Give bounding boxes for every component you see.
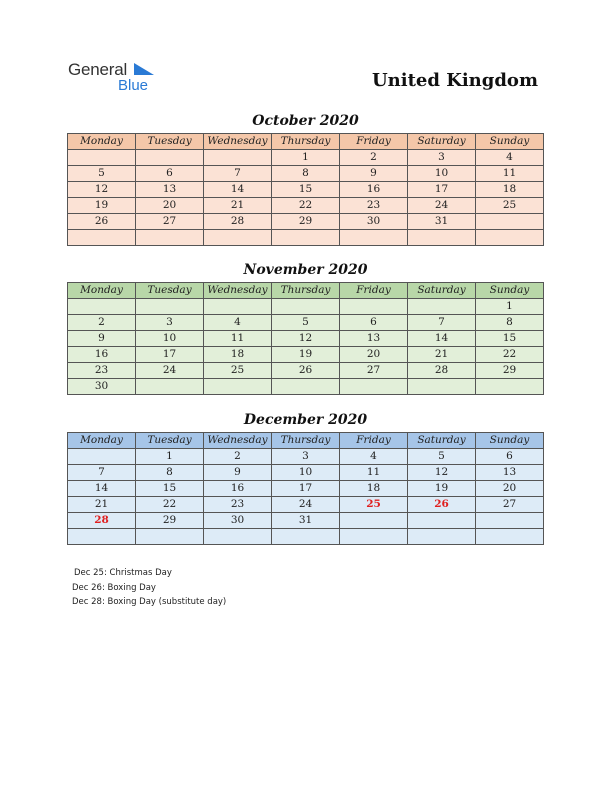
day-cell: 23: [204, 497, 272, 513]
day-cell: 8: [272, 166, 340, 182]
week-row: [68, 481, 544, 497]
week-row: [68, 198, 544, 214]
day-cell: 27: [136, 214, 204, 230]
day-cell: 18: [340, 481, 408, 497]
month-title-november: November 2020: [243, 262, 368, 278]
day-cell: 21: [68, 497, 136, 513]
day-cell: 24: [272, 497, 340, 513]
weekday-header-monday: Monday: [68, 433, 136, 449]
week-row: [68, 449, 544, 465]
day-cell: 13: [340, 331, 408, 347]
weekday-header-tuesday: Tuesday: [136, 134, 204, 150]
day-cell: [68, 299, 136, 315]
day-cell: 20: [476, 481, 544, 497]
week-row: [68, 513, 544, 529]
day-cell: 5: [68, 166, 136, 182]
day-cell: [136, 299, 204, 315]
day-cell: 20: [136, 198, 204, 214]
day-cell: [340, 299, 408, 315]
weekday-header-wednesday: Wednesday: [204, 283, 272, 299]
day-cell: 26: [68, 214, 136, 230]
week-row: [68, 363, 544, 379]
day-cell: 1: [272, 150, 340, 166]
day-cell: 10: [408, 166, 476, 182]
day-cell: 16: [204, 481, 272, 497]
weekday-header-tuesday: Tuesday: [136, 433, 204, 449]
week-row: [68, 315, 544, 331]
day-cell: 24: [408, 198, 476, 214]
day-cell: [408, 513, 476, 529]
day-cell: 23: [340, 198, 408, 214]
day-cell: 11: [340, 465, 408, 481]
day-cell: 14: [204, 182, 272, 198]
weekday-header-saturday: Saturday: [408, 433, 476, 449]
day-cell: [136, 230, 204, 246]
day-cell: [136, 150, 204, 166]
day-cell: 17: [408, 182, 476, 198]
week-row: [68, 497, 544, 513]
day-cell: [408, 529, 476, 545]
day-cell: [340, 230, 408, 246]
day-cell: [204, 379, 272, 395]
day-cell: 27: [340, 363, 408, 379]
day-cell: 15: [476, 331, 544, 347]
day-cell: [68, 150, 136, 166]
day-cell: 4: [204, 315, 272, 331]
day-cell: 21: [408, 347, 476, 363]
day-cell: 2: [340, 150, 408, 166]
day-cell: [272, 529, 340, 545]
day-cell: 4: [476, 150, 544, 166]
logo-text-general: General: [68, 60, 128, 79]
day-cell: 1: [136, 449, 204, 465]
week-row: [68, 150, 544, 166]
day-cell: 29: [272, 214, 340, 230]
day-cell: 12: [68, 182, 136, 198]
day-cell: 19: [68, 198, 136, 214]
day-cell: 18: [204, 347, 272, 363]
day-cell: 22: [136, 497, 204, 513]
day-cell: 10: [136, 331, 204, 347]
day-cell: 30: [204, 513, 272, 529]
day-cell: 31: [408, 214, 476, 230]
day-cell: 1: [476, 299, 544, 315]
month-title-december: December 2020: [243, 412, 368, 428]
weekday-header-sunday: Sunday: [476, 433, 544, 449]
day-cell: 2: [204, 449, 272, 465]
weekday-header-thursday: Thursday: [272, 134, 340, 150]
day-cell: 14: [68, 481, 136, 497]
logo-flag-icon: [134, 63, 154, 77]
day-cell: [204, 299, 272, 315]
week-row: [68, 166, 544, 182]
weekday-header-monday: Monday: [68, 283, 136, 299]
day-cell: [340, 379, 408, 395]
day-cell: 6: [476, 449, 544, 465]
day-cell: 27: [476, 497, 544, 513]
country-title: United Kingdom: [371, 70, 538, 91]
holiday-note: Dec 28: Boxing Day (substitute day): [72, 597, 227, 607]
day-cell: 8: [136, 465, 204, 481]
day-cell: 30: [68, 379, 136, 395]
day-cell: [68, 230, 136, 246]
day-cell: 9: [204, 465, 272, 481]
day-cell: 17: [272, 481, 340, 497]
day-cell: 29: [476, 363, 544, 379]
day-cell: 18: [476, 182, 544, 198]
day-cell: 30: [340, 214, 408, 230]
day-cell: 7: [408, 315, 476, 331]
day-cell: 12: [272, 331, 340, 347]
day-cell: 13: [476, 465, 544, 481]
day-cell: [408, 379, 476, 395]
day-cell: 28: [68, 513, 136, 529]
week-row: [68, 529, 544, 545]
day-cell: 7: [68, 465, 136, 481]
day-cell: [476, 513, 544, 529]
day-cell: 9: [68, 331, 136, 347]
day-cell: 22: [476, 347, 544, 363]
week-row: [68, 182, 544, 198]
weekday-header-sunday: Sunday: [476, 134, 544, 150]
day-cell: 23: [68, 363, 136, 379]
day-cell: 3: [272, 449, 340, 465]
day-cell: [68, 449, 136, 465]
day-cell: 19: [408, 481, 476, 497]
day-cell: 5: [272, 315, 340, 331]
day-cell: 25: [476, 198, 544, 214]
day-cell: 22: [272, 198, 340, 214]
day-cell: 12: [408, 465, 476, 481]
day-cell: 7: [204, 166, 272, 182]
weekday-header-wednesday: Wednesday: [204, 134, 272, 150]
week-row: [68, 347, 544, 363]
day-cell: 3: [136, 315, 204, 331]
day-cell: 5: [408, 449, 476, 465]
day-cell: 8: [476, 315, 544, 331]
day-cell: 9: [340, 166, 408, 182]
week-row: [68, 379, 544, 395]
day-cell: 6: [136, 166, 204, 182]
week-row: [68, 331, 544, 347]
weekday-header-wednesday: Wednesday: [204, 433, 272, 449]
generalblue-logo: [68, 60, 158, 96]
weekday-header-friday: Friday: [340, 283, 408, 299]
day-cell: [408, 230, 476, 246]
day-cell: 2: [68, 315, 136, 331]
month-title-october: October 2020: [252, 113, 359, 129]
day-cell: 28: [204, 214, 272, 230]
day-cell: [476, 529, 544, 545]
day-cell: [204, 230, 272, 246]
week-row: [68, 299, 544, 315]
day-cell: 14: [408, 331, 476, 347]
weekday-header-sunday: Sunday: [476, 283, 544, 299]
day-cell: [476, 230, 544, 246]
day-cell: [476, 214, 544, 230]
day-cell: [340, 529, 408, 545]
day-cell: [204, 150, 272, 166]
holiday-note: Dec 26: Boxing Day: [72, 582, 156, 593]
calendar-november: [67, 282, 544, 395]
day-cell: 21: [204, 198, 272, 214]
calendar-december: [67, 432, 544, 545]
day-cell: [136, 379, 204, 395]
weekday-header-saturday: Saturday: [408, 134, 476, 150]
week-row: [68, 230, 544, 246]
day-cell: [272, 299, 340, 315]
week-row: [68, 465, 544, 481]
day-cell: [136, 529, 204, 545]
day-cell: [68, 529, 136, 545]
day-cell: [340, 513, 408, 529]
calendar-october: [67, 133, 544, 246]
day-cell: 11: [476, 166, 544, 182]
week-row: [68, 214, 544, 230]
weekday-header-friday: Friday: [340, 433, 408, 449]
logo-text-blue: Blue: [118, 77, 149, 94]
weekday-header-tuesday: Tuesday: [136, 283, 204, 299]
day-cell: 24: [136, 363, 204, 379]
day-cell: 11: [204, 331, 272, 347]
day-cell: 25: [204, 363, 272, 379]
day-cell: 16: [340, 182, 408, 198]
day-cell: 28: [408, 363, 476, 379]
day-cell: 4: [340, 449, 408, 465]
day-cell: 15: [136, 481, 204, 497]
weekday-header-row: [68, 283, 544, 299]
day-cell: 16: [68, 347, 136, 363]
day-cell: [408, 299, 476, 315]
day-cell: 26: [408, 497, 476, 513]
day-cell: 26: [272, 363, 340, 379]
weekday-header-thursday: Thursday: [272, 283, 340, 299]
weekday-header-saturday: Saturday: [408, 283, 476, 299]
weekday-header-row: [68, 134, 544, 150]
holiday-note: Dec 25: Christmas Day: [74, 568, 172, 578]
day-cell: 6: [340, 315, 408, 331]
day-cell: 15: [272, 182, 340, 198]
day-cell: [272, 230, 340, 246]
day-cell: 19: [272, 347, 340, 363]
day-cell: [476, 379, 544, 395]
weekday-header-friday: Friday: [340, 134, 408, 150]
day-cell: 20: [340, 347, 408, 363]
weekday-header-monday: Monday: [68, 134, 136, 150]
day-cell: 10: [272, 465, 340, 481]
day-cell: 29: [136, 513, 204, 529]
weekday-header-row: [68, 433, 544, 449]
day-cell: 13: [136, 182, 204, 198]
holiday-notes: [74, 566, 226, 610]
day-cell: 17: [136, 347, 204, 363]
day-cell: 3: [408, 150, 476, 166]
day-cell: 31: [272, 513, 340, 529]
day-cell: 25: [340, 497, 408, 513]
day-cell: [204, 529, 272, 545]
day-cell: [272, 379, 340, 395]
weekday-header-thursday: Thursday: [272, 433, 340, 449]
